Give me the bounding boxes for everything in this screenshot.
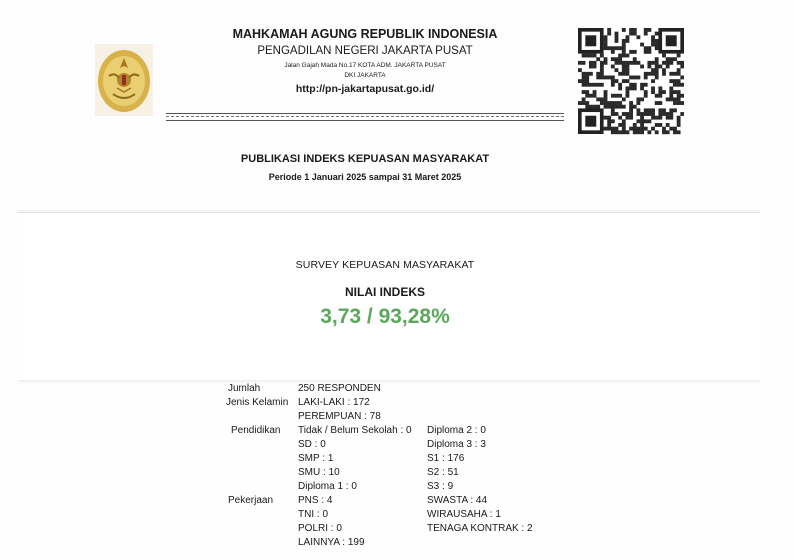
index-label: NILAI INDEKS — [344, 285, 425, 299]
index-value: 3,73 / 93,28% — [320, 305, 450, 328]
edu-item: SMP : 1 — [298, 453, 334, 464]
jumlah-value: 250 RESPONDEN — [298, 383, 381, 394]
jumlah-label: Jumlah — [228, 383, 261, 394]
header-divider — [166, 113, 564, 121]
job-item: TENAGA KONTRAK : 2 — [427, 523, 533, 534]
job-item: PNS : 4 — [298, 495, 333, 506]
edu-item: Tidak / Belum Sekolah : 0 — [298, 425, 412, 436]
edu-item: SD : 0 — [298, 439, 326, 450]
court-name: PENGADILAN NEGERI JAKARTA PUSAT — [257, 45, 473, 57]
publication-period: Periode 1 Januari 2025 sampai 31 Maret 2025 — [268, 172, 462, 182]
institution-title: MAHKAMAH AGUNG REPUBLIK INDONESIA — [232, 27, 498, 41]
gender-female: PEREMPUAN : 78 — [298, 411, 381, 422]
job-item: LAINNYA : 199 — [298, 537, 365, 548]
job-item: TNI : 0 — [298, 509, 329, 520]
court-region: DKI JAKARTA — [344, 72, 386, 79]
job-item: WIRAUSAHA : 1 — [427, 509, 501, 520]
edu-item: Diploma 3 : 3 — [427, 439, 486, 450]
edu-item: S3 : 9 — [427, 481, 454, 492]
edu-item: S2 : 51 — [427, 467, 459, 478]
publication-title: PUBLIKASI INDEKS KEPUASAN MASYARAKAT — [240, 153, 490, 165]
education-label: Pendidikan — [231, 425, 281, 436]
gender-male: LAKI-LAKI : 172 — [298, 397, 370, 408]
edu-item: SMU : 10 — [298, 467, 340, 478]
survey-label: SURVEY KEPUASAN MASYARAKAT — [295, 259, 475, 271]
edu-item: S1 : 176 — [427, 453, 465, 464]
edu-item: Diploma 2 : 0 — [427, 425, 486, 436]
job-label: Pekerjaan — [228, 495, 274, 506]
court-website[interactable]: http://pn-jakartapusat.go.id/ — [295, 83, 435, 95]
gender-label: Jenis Kelamin — [226, 397, 289, 408]
court-emblem-icon — [95, 44, 153, 116]
court-address: Jalan Gajah Mada No.17 KOTA ADM. JAKARTA PUSAT — [284, 62, 446, 69]
job-item: SWASTA : 44 — [427, 495, 488, 506]
edu-item: Diploma 1 : 0 — [298, 481, 357, 492]
card-bottom-shadow — [18, 380, 760, 384]
job-item: POLRI : 0 — [298, 523, 342, 534]
qr-code-icon — [578, 28, 684, 136]
